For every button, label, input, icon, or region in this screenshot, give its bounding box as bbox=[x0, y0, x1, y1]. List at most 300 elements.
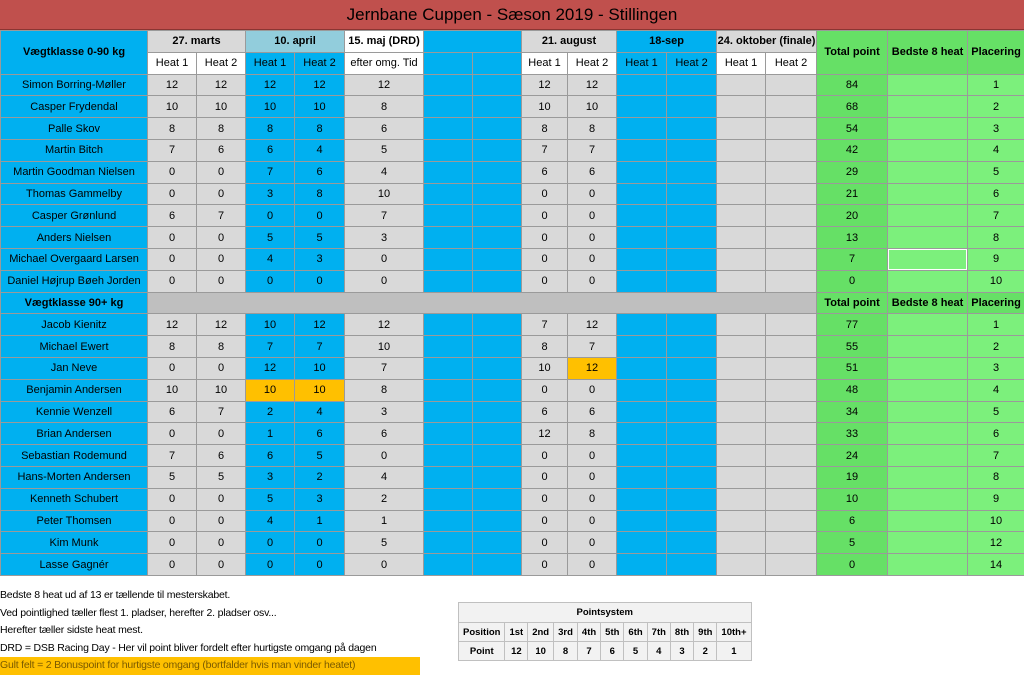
score-cell: 7 bbox=[568, 336, 617, 358]
score-cell bbox=[667, 139, 717, 161]
event-header: 27. marts bbox=[148, 31, 246, 53]
score-cell bbox=[766, 205, 817, 227]
score-cell: 0 bbox=[568, 379, 617, 401]
placering: 6 bbox=[968, 423, 1024, 445]
score-cell: 4 bbox=[345, 161, 424, 183]
score-cell bbox=[667, 227, 717, 249]
score-cell bbox=[473, 118, 522, 140]
total-point: 68 bbox=[817, 96, 888, 118]
position-cell: 4th bbox=[577, 623, 600, 642]
rider-name: Martin Goodman Nielsen bbox=[1, 161, 148, 183]
score-cell: 0 bbox=[345, 445, 424, 467]
placering: 2 bbox=[968, 336, 1024, 358]
score-cell: 0 bbox=[522, 445, 568, 467]
score-cell: 0 bbox=[148, 554, 197, 576]
score-cell bbox=[667, 488, 717, 510]
score-cell: 10 bbox=[522, 96, 568, 118]
score-cell bbox=[717, 183, 766, 205]
score-cell bbox=[667, 336, 717, 358]
best8-cell bbox=[888, 139, 968, 161]
table-row bbox=[1, 139, 1024, 161]
score-cell: 8 bbox=[295, 183, 345, 205]
event-header: 15. maj (DRD) bbox=[345, 31, 424, 53]
heat-header: Heat 2 bbox=[197, 52, 246, 74]
position-cell: 7th bbox=[647, 623, 670, 642]
best8-header: Bedste 8 heat bbox=[888, 292, 968, 314]
total-point: 33 bbox=[817, 423, 888, 445]
score-cell: 0 bbox=[148, 227, 197, 249]
rider-name: Palle Skov bbox=[1, 118, 148, 140]
point-cell: 10 bbox=[528, 642, 554, 661]
rider-name: Peter Thomsen bbox=[1, 510, 148, 532]
heat-header bbox=[473, 52, 522, 74]
score-cell: 7 bbox=[246, 161, 295, 183]
table-row bbox=[1, 357, 1024, 379]
placering-header: Placering bbox=[968, 292, 1024, 314]
score-cell: 0 bbox=[568, 466, 617, 488]
total-point: 42 bbox=[817, 139, 888, 161]
score-cell: 5 bbox=[197, 466, 246, 488]
score-cell: 8 bbox=[246, 118, 295, 140]
score-cell bbox=[766, 488, 817, 510]
best8-cell bbox=[888, 336, 968, 358]
total-point: 51 bbox=[817, 357, 888, 379]
standings-table bbox=[0, 30, 1024, 576]
rider-name: Daniel Højrup Bøeh Jorden bbox=[1, 270, 148, 292]
score-cell: 8 bbox=[522, 336, 568, 358]
score-cell: 4 bbox=[345, 466, 424, 488]
score-cell: 4 bbox=[246, 248, 295, 270]
placering-header: Placering bbox=[968, 31, 1024, 75]
table-row bbox=[1, 161, 1024, 183]
score-cell: 6 bbox=[345, 118, 424, 140]
score-cell bbox=[424, 118, 473, 140]
event-header-row bbox=[1, 31, 1024, 53]
note-5: Gult felt = 2 Bonuspoint for hurtigste omgang (bortfalder hvis man vinder heatet) bbox=[0, 657, 420, 675]
score-cell: 0 bbox=[295, 532, 345, 554]
score-cell: 8 bbox=[568, 423, 617, 445]
score-cell: 8 bbox=[345, 96, 424, 118]
table-row bbox=[1, 183, 1024, 205]
score-cell bbox=[473, 357, 522, 379]
score-cell: 10 bbox=[148, 379, 197, 401]
score-cell: 0 bbox=[295, 270, 345, 292]
rider-name: Brian Andersen bbox=[1, 423, 148, 445]
total-point: 0 bbox=[817, 270, 888, 292]
table-row bbox=[1, 445, 1024, 467]
score-cell bbox=[667, 183, 717, 205]
score-cell bbox=[617, 96, 667, 118]
placering: 10 bbox=[968, 510, 1024, 532]
table-row bbox=[1, 554, 1024, 576]
score-cell: 1 bbox=[295, 510, 345, 532]
score-cell bbox=[473, 554, 522, 576]
best8-cell bbox=[888, 379, 968, 401]
score-cell bbox=[473, 510, 522, 532]
score-cell: 8 bbox=[197, 336, 246, 358]
score-cell bbox=[617, 488, 667, 510]
page-title: Jernbane Cuppen - Sæson 2019 - Stillingen bbox=[0, 0, 1024, 30]
score-cell: 0 bbox=[568, 488, 617, 510]
score-cell bbox=[424, 96, 473, 118]
score-cell: 5 bbox=[246, 227, 295, 249]
score-cell bbox=[473, 336, 522, 358]
score-cell: 6 bbox=[568, 401, 617, 423]
point-cell: 12 bbox=[505, 642, 528, 661]
score-cell bbox=[617, 357, 667, 379]
score-cell: 4 bbox=[295, 139, 345, 161]
heat-header: Heat 2 bbox=[667, 52, 717, 74]
position-label: Position bbox=[459, 623, 505, 642]
total-point: 55 bbox=[817, 336, 888, 358]
score-cell: 5 bbox=[295, 445, 345, 467]
score-cell bbox=[667, 401, 717, 423]
event-header bbox=[424, 31, 522, 53]
score-cell: 8 bbox=[197, 118, 246, 140]
score-cell bbox=[667, 270, 717, 292]
score-cell: 0 bbox=[246, 270, 295, 292]
note-3: Herefter tæller sidste heat mest. bbox=[0, 622, 430, 640]
position-cell: 2nd bbox=[528, 623, 554, 642]
score-cell: 0 bbox=[197, 161, 246, 183]
score-cell bbox=[617, 118, 667, 140]
event-header: 18-sep bbox=[617, 31, 717, 53]
total-point: 77 bbox=[817, 314, 888, 336]
heat-header bbox=[424, 52, 473, 74]
score-cell bbox=[617, 270, 667, 292]
placering: 3 bbox=[968, 118, 1024, 140]
score-cell: 4 bbox=[246, 510, 295, 532]
placering: 7 bbox=[968, 205, 1024, 227]
placering: 14 bbox=[968, 554, 1024, 576]
score-cell bbox=[717, 554, 766, 576]
score-cell: 12 bbox=[568, 74, 617, 96]
score-cell: 5 bbox=[295, 227, 345, 249]
score-cell: 12 bbox=[295, 314, 345, 336]
score-cell bbox=[424, 74, 473, 96]
best8-cell bbox=[888, 74, 968, 96]
score-cell: 7 bbox=[295, 336, 345, 358]
score-cell: 12 bbox=[522, 423, 568, 445]
score-cell bbox=[717, 532, 766, 554]
score-cell bbox=[717, 161, 766, 183]
table-row bbox=[1, 379, 1024, 401]
score-cell bbox=[717, 96, 766, 118]
score-cell: 0 bbox=[197, 554, 246, 576]
score-cell: 7 bbox=[522, 314, 568, 336]
table-row bbox=[1, 96, 1024, 118]
score-cell bbox=[717, 270, 766, 292]
score-cell: 6 bbox=[345, 423, 424, 445]
placering: 8 bbox=[968, 227, 1024, 249]
best8-cell bbox=[888, 401, 968, 423]
score-cell bbox=[667, 423, 717, 445]
score-cell: 0 bbox=[522, 205, 568, 227]
score-cell bbox=[617, 423, 667, 445]
score-cell bbox=[717, 357, 766, 379]
score-cell: 1 bbox=[246, 423, 295, 445]
point-cell: 2 bbox=[694, 642, 717, 661]
point-cell: 6 bbox=[601, 642, 624, 661]
score-cell bbox=[667, 357, 717, 379]
best8-cell bbox=[888, 488, 968, 510]
note-2: Ved pointlighed tæller flest 1. pladser, herefter 2. pladser osv... bbox=[0, 605, 430, 623]
score-cell: 8 bbox=[148, 336, 197, 358]
score-cell bbox=[766, 270, 817, 292]
score-cell: 12 bbox=[522, 74, 568, 96]
table-row bbox=[1, 314, 1024, 336]
score-cell bbox=[617, 74, 667, 96]
placering: 2 bbox=[968, 96, 1024, 118]
score-cell bbox=[766, 248, 817, 270]
table-row bbox=[1, 227, 1024, 249]
score-cell: 6 bbox=[568, 161, 617, 183]
rider-name: Kim Munk bbox=[1, 532, 148, 554]
point-cell: 8 bbox=[554, 642, 578, 661]
score-cell bbox=[617, 510, 667, 532]
score-cell bbox=[667, 314, 717, 336]
rider-name: Michael Ewert bbox=[1, 336, 148, 358]
score-cell: 12 bbox=[295, 74, 345, 96]
position-cell: 6th bbox=[624, 623, 647, 642]
score-cell bbox=[717, 74, 766, 96]
placering: 1 bbox=[968, 314, 1024, 336]
score-cell bbox=[667, 466, 717, 488]
score-cell bbox=[424, 183, 473, 205]
score-cell: 0 bbox=[148, 510, 197, 532]
score-cell: 0 bbox=[197, 488, 246, 510]
score-cell bbox=[617, 183, 667, 205]
score-cell: 6 bbox=[522, 401, 568, 423]
score-cell bbox=[717, 139, 766, 161]
table-row bbox=[1, 74, 1024, 96]
score-cell: 6 bbox=[295, 423, 345, 445]
score-cell bbox=[617, 248, 667, 270]
score-cell bbox=[766, 161, 817, 183]
heat-header: Heat 2 bbox=[295, 52, 345, 74]
score-cell: 10 bbox=[148, 96, 197, 118]
point-cell: 5 bbox=[624, 642, 647, 661]
score-cell bbox=[473, 96, 522, 118]
score-cell bbox=[717, 423, 766, 445]
score-cell: 7 bbox=[148, 445, 197, 467]
score-cell: 2 bbox=[345, 488, 424, 510]
rider-name: Martin Bitch bbox=[1, 139, 148, 161]
score-cell: 3 bbox=[246, 183, 295, 205]
total-point: 84 bbox=[817, 74, 888, 96]
score-cell: 7 bbox=[246, 336, 295, 358]
placering: 12 bbox=[968, 532, 1024, 554]
score-cell: 8 bbox=[522, 118, 568, 140]
score-cell: 0 bbox=[568, 205, 617, 227]
score-cell bbox=[424, 139, 473, 161]
score-cell bbox=[766, 379, 817, 401]
score-cell: 12 bbox=[148, 74, 197, 96]
score-cell: 0 bbox=[197, 532, 246, 554]
score-cell: 0 bbox=[522, 379, 568, 401]
score-cell: 0 bbox=[197, 423, 246, 445]
position-cell: 1st bbox=[505, 623, 528, 642]
score-cell: 12 bbox=[246, 357, 295, 379]
event-header: 24. oktober (finale) bbox=[717, 31, 817, 53]
drd-subheader: efter omg. Tid bbox=[345, 52, 424, 74]
score-cell: 10 bbox=[345, 336, 424, 358]
score-cell bbox=[617, 401, 667, 423]
placering: 7 bbox=[968, 445, 1024, 467]
score-cell: 2 bbox=[246, 401, 295, 423]
score-cell: 3 bbox=[295, 248, 345, 270]
score-cell bbox=[473, 314, 522, 336]
table-row bbox=[1, 423, 1024, 445]
score-cell: 10 bbox=[522, 357, 568, 379]
score-cell bbox=[766, 445, 817, 467]
score-cell: 7 bbox=[568, 139, 617, 161]
score-cell: 0 bbox=[568, 554, 617, 576]
score-cell bbox=[717, 227, 766, 249]
score-cell bbox=[617, 379, 667, 401]
score-cell: 12 bbox=[568, 357, 617, 379]
best8-cell bbox=[888, 554, 968, 576]
total-point: 34 bbox=[817, 401, 888, 423]
score-cell bbox=[667, 248, 717, 270]
score-cell bbox=[473, 74, 522, 96]
rider-name: Sebastian Rodemund bbox=[1, 445, 148, 467]
score-cell bbox=[617, 205, 667, 227]
best8-cell bbox=[888, 161, 968, 183]
score-cell: 0 bbox=[345, 248, 424, 270]
point-cell: 3 bbox=[670, 642, 693, 661]
score-cell bbox=[473, 205, 522, 227]
total-point: 54 bbox=[817, 118, 888, 140]
score-cell: 0 bbox=[522, 183, 568, 205]
score-cell: 0 bbox=[246, 554, 295, 576]
score-cell: 3 bbox=[295, 488, 345, 510]
pointsystem-title: Pointsystem bbox=[459, 603, 752, 623]
score-cell bbox=[717, 248, 766, 270]
score-cell: 6 bbox=[197, 445, 246, 467]
score-cell: 0 bbox=[197, 183, 246, 205]
score-cell bbox=[617, 161, 667, 183]
rider-name: Benjamin Andersen bbox=[1, 379, 148, 401]
score-cell: 12 bbox=[345, 74, 424, 96]
score-cell bbox=[617, 466, 667, 488]
score-cell: 7 bbox=[345, 357, 424, 379]
table-row bbox=[1, 118, 1024, 140]
score-cell: 4 bbox=[295, 401, 345, 423]
score-cell: 10 bbox=[246, 314, 295, 336]
table-row bbox=[1, 270, 1024, 292]
score-cell: 8 bbox=[568, 118, 617, 140]
note-1: Bedste 8 heat ud af 13 er tællende til mesterskabet. bbox=[0, 587, 430, 605]
score-cell: 0 bbox=[148, 357, 197, 379]
score-cell: 12 bbox=[568, 314, 617, 336]
score-cell: 10 bbox=[295, 96, 345, 118]
score-cell bbox=[473, 466, 522, 488]
placering: 3 bbox=[968, 357, 1024, 379]
score-cell: 0 bbox=[522, 510, 568, 532]
best8-cell bbox=[888, 357, 968, 379]
score-cell: 8 bbox=[295, 118, 345, 140]
score-cell: 7 bbox=[148, 139, 197, 161]
score-cell: 3 bbox=[345, 227, 424, 249]
score-cell bbox=[766, 74, 817, 96]
pointsystem-table bbox=[458, 602, 752, 661]
placering: 5 bbox=[968, 161, 1024, 183]
placering: 4 bbox=[968, 379, 1024, 401]
score-cell: 6 bbox=[246, 445, 295, 467]
score-cell: 0 bbox=[295, 554, 345, 576]
score-cell bbox=[667, 96, 717, 118]
placering: 10 bbox=[968, 270, 1024, 292]
score-cell: 0 bbox=[148, 270, 197, 292]
score-cell: 0 bbox=[345, 554, 424, 576]
score-cell bbox=[667, 205, 717, 227]
score-cell bbox=[424, 401, 473, 423]
score-cell bbox=[424, 357, 473, 379]
score-cell bbox=[473, 227, 522, 249]
table-row bbox=[1, 248, 1024, 270]
score-cell bbox=[717, 336, 766, 358]
best8-cell bbox=[888, 96, 968, 118]
total-point-header: Total point bbox=[817, 292, 888, 314]
score-cell bbox=[766, 423, 817, 445]
score-cell: 0 bbox=[148, 161, 197, 183]
score-cell bbox=[667, 161, 717, 183]
best8-cell bbox=[888, 445, 968, 467]
heat-header: Heat 2 bbox=[568, 52, 617, 74]
table-row bbox=[1, 401, 1024, 423]
total-point: 48 bbox=[817, 379, 888, 401]
best8-cell bbox=[888, 314, 968, 336]
position-cell: 3rd bbox=[554, 623, 578, 642]
class2-label: Vægtklasse 90+ kg bbox=[1, 292, 148, 314]
score-cell bbox=[717, 118, 766, 140]
score-cell bbox=[766, 510, 817, 532]
score-cell: 8 bbox=[148, 118, 197, 140]
best8-cell bbox=[888, 183, 968, 205]
score-cell bbox=[424, 445, 473, 467]
best8-cell bbox=[888, 270, 968, 292]
score-cell bbox=[424, 205, 473, 227]
score-cell: 10 bbox=[568, 96, 617, 118]
score-cell: 0 bbox=[197, 510, 246, 532]
score-cell: 0 bbox=[522, 488, 568, 510]
score-cell: 5 bbox=[345, 139, 424, 161]
table-row bbox=[1, 510, 1024, 532]
score-cell: 3 bbox=[246, 466, 295, 488]
score-cell bbox=[766, 96, 817, 118]
score-cell: 12 bbox=[148, 314, 197, 336]
score-cell bbox=[717, 379, 766, 401]
score-cell bbox=[424, 379, 473, 401]
placering: 9 bbox=[968, 248, 1024, 270]
point-cell: 7 bbox=[577, 642, 600, 661]
score-cell: 10 bbox=[197, 379, 246, 401]
score-cell: 6 bbox=[295, 161, 345, 183]
score-cell: 12 bbox=[246, 74, 295, 96]
class2-header-row bbox=[1, 292, 1024, 314]
placering: 6 bbox=[968, 183, 1024, 205]
score-cell bbox=[717, 205, 766, 227]
score-cell: 3 bbox=[345, 401, 424, 423]
table-row bbox=[1, 205, 1024, 227]
score-cell bbox=[717, 445, 766, 467]
score-cell bbox=[473, 488, 522, 510]
score-cell bbox=[424, 554, 473, 576]
placering: 4 bbox=[968, 139, 1024, 161]
score-cell bbox=[473, 139, 522, 161]
heat-header: Heat 1 bbox=[522, 52, 568, 74]
